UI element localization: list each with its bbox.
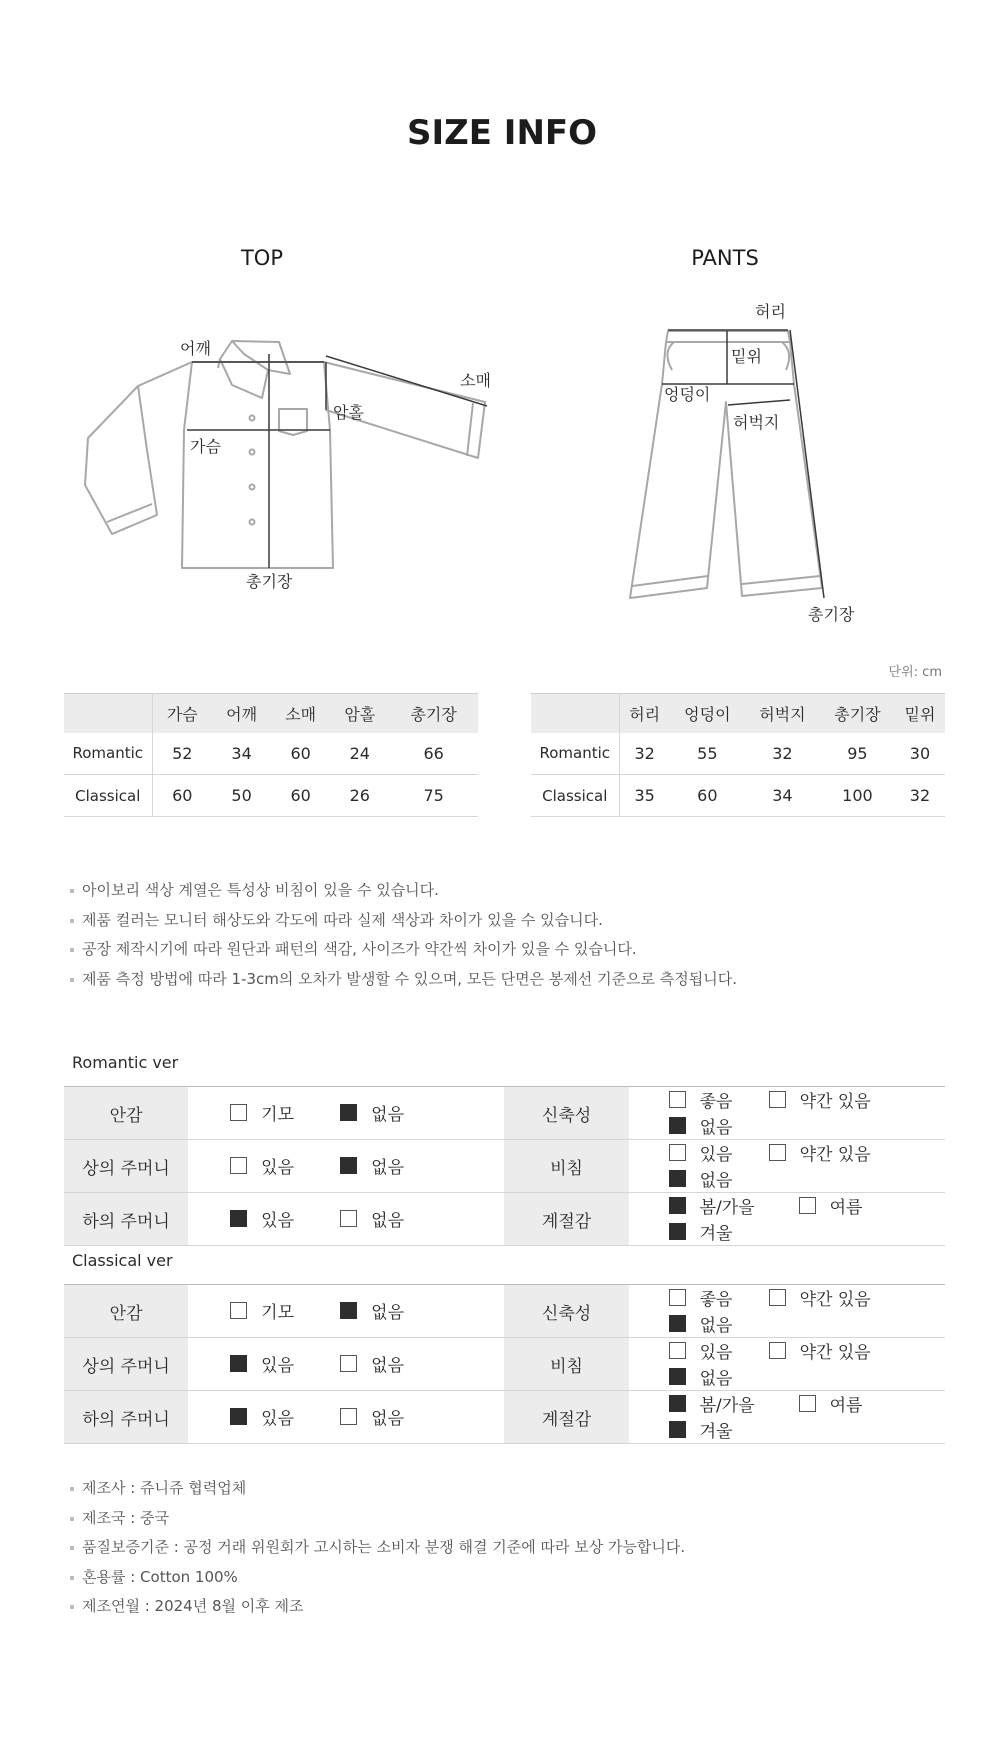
top-measure-lines <box>187 354 487 568</box>
table-cell: 60 <box>670 775 745 817</box>
pants-size-table <box>531 693 945 817</box>
row-name: Romantic <box>64 733 152 775</box>
option[interactable] <box>230 1351 340 1376</box>
option[interactable] <box>340 1153 440 1178</box>
top-length-label: 총기장 <box>246 572 293 591</box>
pants-length-label: 총기장 <box>808 605 855 624</box>
feature-label: 상의 주머니 <box>64 1140 188 1193</box>
feature-options <box>188 1193 504 1246</box>
table-cell: 95 <box>820 733 895 775</box>
option-label: 있음 <box>261 1158 294 1178</box>
option-label: 여름 <box>829 1198 863 1218</box>
feature-table-romantic <box>64 1086 945 1246</box>
row-name: Romantic <box>531 733 619 775</box>
info-item: 품질보증기준 : 공정 거래 위원회가 고시하는 소비자 분쟁 해결 기준에 따라 보상 가능합니다. <box>70 1533 685 1563</box>
pants-diagram <box>630 331 822 598</box>
option-label: 없음 <box>699 1316 733 1336</box>
pants-heading: PANTS <box>691 246 759 270</box>
table-header-cell: 밑위 <box>895 694 945 733</box>
option-label: 없음 <box>371 1158 404 1178</box>
top-sleeve-label: 소매 <box>460 371 491 390</box>
checkbox-checked-icon <box>340 1302 357 1319</box>
checkbox-icon <box>799 1395 816 1412</box>
checkbox-checked-icon <box>230 1408 247 1425</box>
care-notes <box>70 876 737 994</box>
option-label: 약간 있음 <box>799 1343 871 1363</box>
feature-label: 비침 <box>504 1338 628 1391</box>
table-header-cell: 총기장 <box>820 694 895 733</box>
table-cell: 55 <box>670 733 745 775</box>
table-cell: 100 <box>820 775 895 817</box>
checkbox-icon <box>669 1144 686 1161</box>
checkbox-checked-icon <box>340 1157 357 1174</box>
feature-label: 신축성 <box>504 1285 628 1338</box>
checkbox-icon <box>340 1355 357 1372</box>
feature-row <box>64 1338 945 1391</box>
info-item: 제조국 : 중국 <box>70 1504 685 1534</box>
option[interactable] <box>669 1219 733 1244</box>
feature-row <box>64 1391 945 1444</box>
feature-row <box>64 1140 945 1193</box>
option-label: 있음 <box>261 1211 294 1231</box>
note-item: 아이보리 색상 계열은 특성상 비침이 있을 수 있습니다. <box>70 876 737 906</box>
table-cell: 60 <box>152 775 212 817</box>
option-label: 없음 <box>371 1105 404 1125</box>
table-header-cell: 총기장 <box>389 694 478 733</box>
checkbox-icon <box>230 1157 247 1174</box>
option[interactable] <box>769 1338 905 1363</box>
info-item: 제조연월 : 2024년 8월 이후 제조 <box>70 1592 685 1622</box>
checkbox-checked-icon <box>669 1197 686 1214</box>
checkbox-checked-icon <box>669 1395 686 1412</box>
feature-label: 하의 주머니 <box>64 1193 188 1246</box>
table-header-cell: 가슴 <box>152 694 212 733</box>
checkbox-checked-icon <box>669 1368 686 1385</box>
option[interactable] <box>340 1206 440 1231</box>
option[interactable] <box>669 1193 799 1218</box>
product-info <box>70 1474 685 1622</box>
checkbox-checked-icon <box>230 1355 247 1372</box>
pants-thigh-label: 허벅지 <box>733 413 780 432</box>
checkbox-icon <box>340 1408 357 1425</box>
option-label: 기모 <box>261 1303 294 1323</box>
table-cell: 32 <box>619 733 670 775</box>
checkbox-icon <box>669 1091 686 1108</box>
option[interactable] <box>669 1311 733 1336</box>
feature-options <box>629 1391 945 1444</box>
top-shoulder-label: 어깨 <box>180 339 211 358</box>
checkbox-icon <box>340 1210 357 1227</box>
feature-table-classical <box>64 1284 945 1444</box>
checkbox-icon <box>230 1104 247 1121</box>
option-label: 없음 <box>371 1211 404 1231</box>
option-label: 겨울 <box>699 1224 733 1244</box>
feature-label: 비침 <box>504 1140 628 1193</box>
option-label: 없음 <box>699 1369 733 1389</box>
feature-options <box>188 1140 504 1193</box>
feature-label: 계절감 <box>504 1193 628 1246</box>
option[interactable] <box>669 1113 733 1138</box>
checkbox-checked-icon <box>230 1210 247 1227</box>
pants-waist-label: 허리 <box>755 302 786 321</box>
feature-options <box>188 1338 504 1391</box>
checkbox-checked-icon <box>669 1315 686 1332</box>
checkbox-icon <box>769 1342 786 1359</box>
option-label: 없음 <box>371 1303 404 1323</box>
option-label: 없음 <box>699 1118 733 1138</box>
note-item: 공장 제작시기에 따라 원단과 패턴의 색감, 사이즈가 약간씩 차이가 있을 수 있습니다. <box>70 935 737 965</box>
option-label: 겨울 <box>699 1422 733 1442</box>
checkbox-icon <box>230 1302 247 1319</box>
option[interactable] <box>769 1285 905 1310</box>
top-heading: TOP <box>240 246 284 270</box>
table-cell: 66 <box>389 733 478 775</box>
table-cell: 32 <box>745 733 820 775</box>
table-cell: 30 <box>895 733 945 775</box>
table-cell: 32 <box>895 775 945 817</box>
option[interactable] <box>669 1417 733 1442</box>
feature-label: 안감 <box>64 1285 188 1338</box>
pants-measure-lines <box>662 330 824 598</box>
option-label: 봄/가을 <box>699 1198 755 1218</box>
option[interactable] <box>669 1087 769 1112</box>
feature-options <box>629 1285 945 1338</box>
option[interactable] <box>669 1140 769 1165</box>
option[interactable] <box>669 1285 769 1310</box>
option[interactable] <box>230 1206 340 1231</box>
checkbox-icon <box>799 1197 816 1214</box>
option-label: 있음 <box>699 1343 733 1363</box>
option-label: 있음 <box>261 1409 294 1429</box>
version-title: Classical ver <box>72 1251 173 1270</box>
option-label: 기모 <box>261 1105 294 1125</box>
page-title: SIZE INFO <box>406 113 598 153</box>
feature-options <box>188 1285 504 1338</box>
table-header-cell: 허벅지 <box>745 694 820 733</box>
option[interactable] <box>799 1193 905 1218</box>
option[interactable] <box>230 1100 340 1125</box>
feature-options <box>629 1338 945 1391</box>
option-label: 약간 있음 <box>799 1290 871 1310</box>
checkbox-icon <box>769 1091 786 1108</box>
checkbox-checked-icon <box>669 1421 686 1438</box>
pants-hip-label: 엉덩이 <box>664 385 711 404</box>
checkbox-checked-icon <box>669 1117 686 1134</box>
option-label: 있음 <box>261 1356 294 1376</box>
option[interactable] <box>340 1404 440 1429</box>
top-diagram <box>85 341 485 568</box>
option[interactable] <box>340 1298 440 1323</box>
option[interactable] <box>669 1166 733 1191</box>
feature-label: 상의 주머니 <box>64 1338 188 1391</box>
option[interactable] <box>769 1087 905 1112</box>
option-label: 약간 있음 <box>799 1092 871 1112</box>
option-label: 있음 <box>699 1145 733 1165</box>
option[interactable] <box>799 1391 905 1416</box>
top-chest-label: 가슴 <box>190 437 221 456</box>
feature-row <box>64 1193 945 1246</box>
feature-options <box>188 1087 504 1140</box>
note-item: 제품 측정 방법에 따라 1-3cm의 오차가 발생할 수 있으며, 모든 단면은 봉제선 기준으로 측정됩니다. <box>70 965 737 995</box>
feature-label: 신축성 <box>504 1087 628 1140</box>
info-item: 혼용률 : Cotton 100% <box>70 1563 685 1593</box>
feature-row <box>64 1087 945 1140</box>
option[interactable] <box>769 1140 905 1165</box>
table-header-cell: 엉덩이 <box>670 694 745 733</box>
table-header-cell: 허리 <box>619 694 670 733</box>
checkbox-icon <box>769 1289 786 1306</box>
option-label: 없음 <box>371 1356 404 1376</box>
option-label: 좋음 <box>699 1290 733 1310</box>
row-name: Classical <box>531 775 619 817</box>
table-cell: 26 <box>330 775 389 817</box>
option[interactable] <box>669 1364 733 1389</box>
checkbox-checked-icon <box>340 1104 357 1121</box>
option[interactable] <box>230 1404 340 1429</box>
table-row <box>64 775 478 817</box>
feature-options <box>629 1193 945 1246</box>
table-cell: 50 <box>212 775 271 817</box>
table-row <box>64 733 478 775</box>
checkbox-icon <box>669 1289 686 1306</box>
checkbox-checked-icon <box>669 1170 686 1187</box>
top-size-table <box>64 693 478 817</box>
table-cell: 75 <box>389 775 478 817</box>
table-row <box>531 733 945 775</box>
option[interactable] <box>340 1100 440 1125</box>
option[interactable] <box>340 1351 440 1376</box>
table-cell: 34 <box>212 733 271 775</box>
table-cell: 52 <box>152 733 212 775</box>
row-name: Classical <box>64 775 152 817</box>
table-header-cell: 소매 <box>271 694 330 733</box>
table-cell: 24 <box>330 733 389 775</box>
checkbox-checked-icon <box>669 1223 686 1240</box>
option-label: 약간 있음 <box>799 1145 871 1165</box>
feature-label: 계절감 <box>504 1391 628 1444</box>
feature-label: 하의 주머니 <box>64 1391 188 1444</box>
feature-options <box>629 1140 945 1193</box>
pants-rise-label: 밑위 <box>731 347 762 366</box>
garment-diagram <box>0 290 1004 650</box>
feature-options <box>188 1391 504 1444</box>
note-item: 제품 컬러는 모니터 해상도와 각도에 따라 실제 색상과 차이가 있을 수 있습니다. <box>70 906 737 936</box>
option-label: 없음 <box>699 1171 733 1191</box>
checkbox-icon <box>669 1342 686 1359</box>
option[interactable] <box>669 1338 769 1363</box>
option-label: 없음 <box>371 1409 404 1429</box>
option[interactable] <box>669 1391 799 1416</box>
table-cell: 35 <box>619 775 670 817</box>
top-armhole-label: 암홀 <box>333 403 364 422</box>
option-label: 여름 <box>829 1396 863 1416</box>
checkbox-icon <box>769 1144 786 1161</box>
table-cell: 34 <box>745 775 820 817</box>
info-item: 제조사 : 쥬니쥬 협력업체 <box>70 1474 685 1504</box>
unit-label: 단위: cm <box>888 665 942 680</box>
version-title: Romantic ver <box>72 1053 179 1072</box>
option-label: 봄/가을 <box>699 1396 755 1416</box>
table-row <box>531 775 945 817</box>
feature-label: 안감 <box>64 1087 188 1140</box>
option[interactable] <box>230 1153 340 1178</box>
table-header-cell: 어깨 <box>212 694 271 733</box>
table-header-cell: 암홀 <box>330 694 389 733</box>
option-label: 좋음 <box>699 1092 733 1112</box>
feature-options <box>629 1087 945 1140</box>
table-cell: 60 <box>271 733 330 775</box>
feature-row <box>64 1285 945 1338</box>
table-header-cell <box>64 694 152 733</box>
table-header-cell <box>531 694 619 733</box>
table-cell: 60 <box>271 775 330 817</box>
option[interactable] <box>230 1298 340 1323</box>
